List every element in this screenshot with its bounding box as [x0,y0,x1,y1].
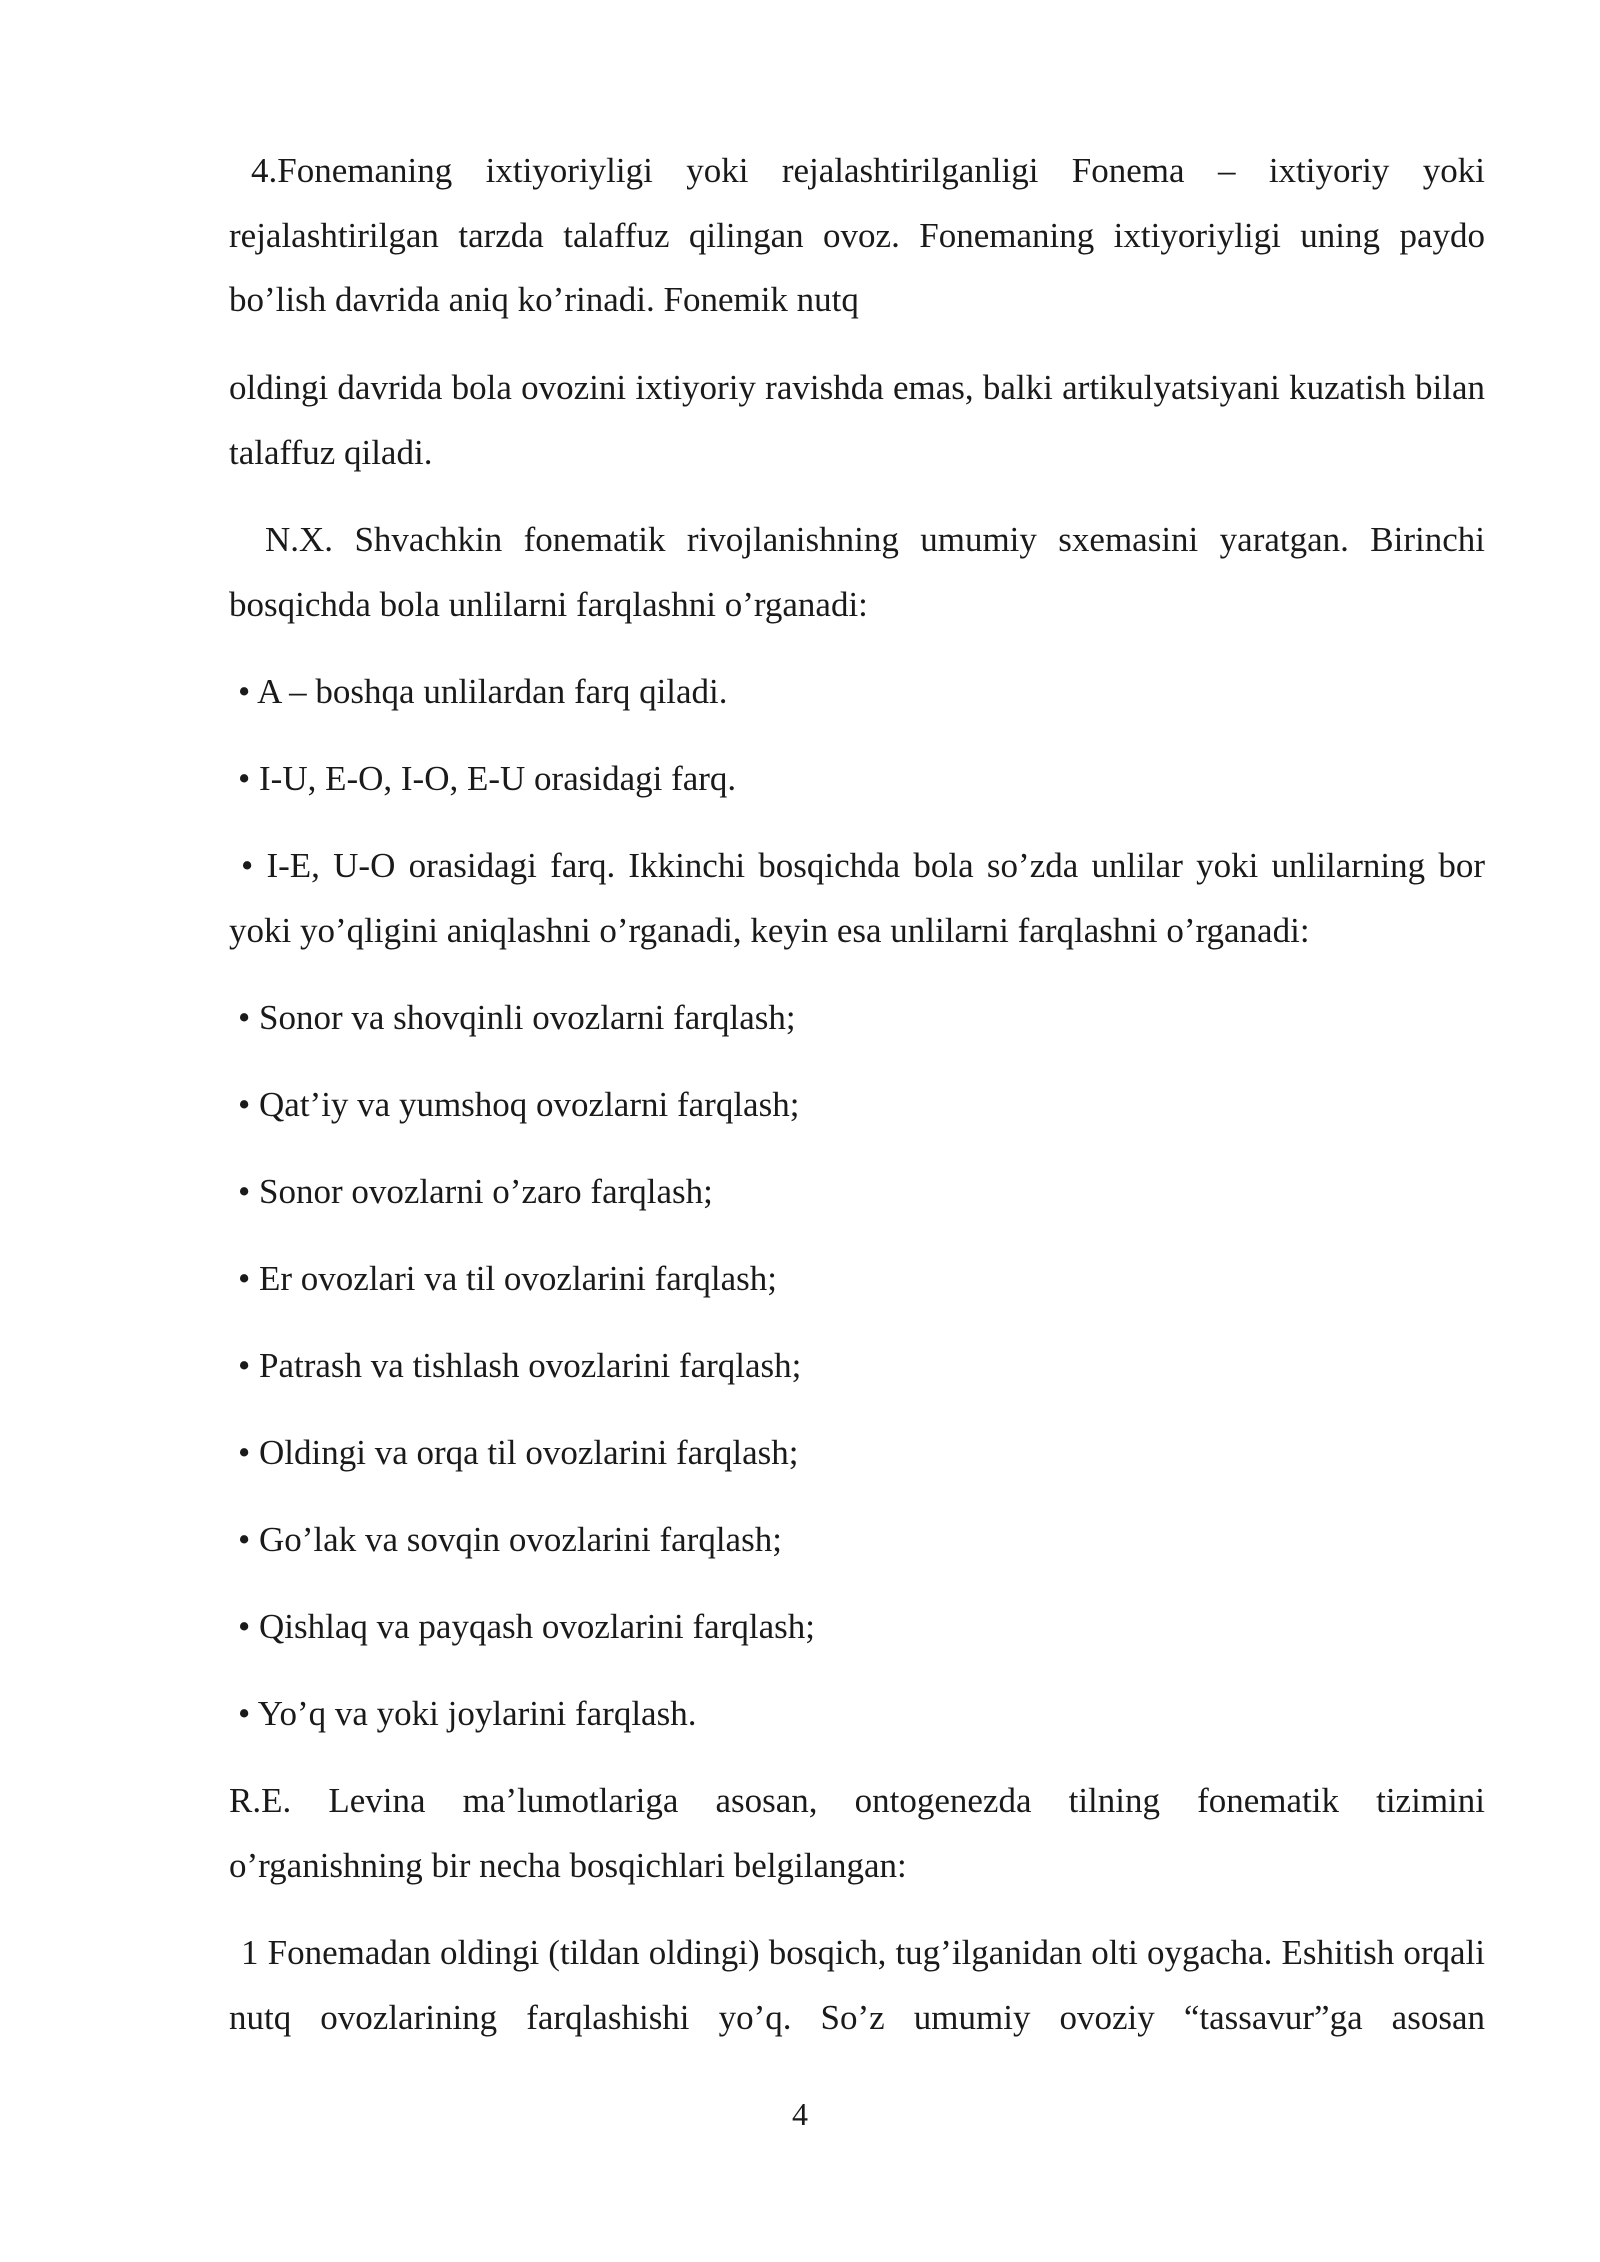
list-item: • Sonor ovozlarni o’zaro farqlash; [238,1172,713,1211]
page-number: 4 [792,2096,808,2132]
list-item: • Yo’q va yoki joylarini farqlash. [238,1694,697,1733]
list-item: • Qishlaq va payqash ovozlarini farqlash; [238,1607,815,1646]
paragraph-fonema-ixtiyoriyligi: 4.Fonemaning ixtiyoriyligi yoki rejalashtirilganligi Fonema – ixtiyoriy yoki rejalashtirilgan tarzda talaffuz qilingan ovoz. Fonemaning ixtiyoriyligi uning paydo bo’lish davrida aniq ko’rinadi. Fonemik nutq [229,151,1485,319]
paragraph-shvachkin: N.X. Shvachkin fonematik rivojlanishning umumiy sxemasini yaratgan. Birinchi bosqichda bola unlilarni farqlashni o’rganadi: [229,520,1485,624]
list-item: • Qat’iy va yumshoq ovozlarni farqlash; [238,1085,800,1124]
list-item: • Patrash va tishlash ovozlarini farqlash; [238,1346,802,1385]
paragraph-fonemik-nutq-davri: oldingi davrida bola ovozini ixtiyoriy ravishda emas, balki artikulyatsiyani kuzatish bilan talaffuz qiladi. [229,368,1485,472]
bullet-item-a: • A – boshqa unlilardan farq qiladi. [238,672,728,711]
paragraph-fonemadan-oldingi-bosqich: 1 Fonemadan oldingi (tildan oldingi) bosqich, tug’ilganidan olti oygacha. Eshitish orqali nutq ovozlarining farqlashishi yo’q. So’z umumiy ovoziy “tassavur”ga asosan [229,1933,1485,2037]
list-item: • Sonor va shovqinli ovozlarni farqlash; [238,998,796,1037]
list-item: • Er ovozlari va til ovozlarini farqlash; [238,1259,778,1298]
bullet-item-i-e: • I-E, U-O orasidagi farq. Ikkinchi bosqichda bola so’zda unlilar yoki unlilarning bor yoki yo’qligini aniqlashni o’rganadi, keyin esa unlilarni farqlashni o’rganadi: [229,846,1485,950]
list-item: • Oldingi va orqa til ovozlarini farqlash; [238,1433,799,1472]
list-item: • Go’lak va sovqin ovozlarini farqlash; [238,1520,782,1559]
paragraph-levina: R.E. Levina ma’lumotlariga asosan, ontogenezda tilning fonematik tizimini o’rganishning bir necha bosqichlari belgilangan: [229,1781,1485,1885]
bullet-item-i-u: • I-U, E-O, I-O, E-U orasidagi farq. [238,759,737,798]
